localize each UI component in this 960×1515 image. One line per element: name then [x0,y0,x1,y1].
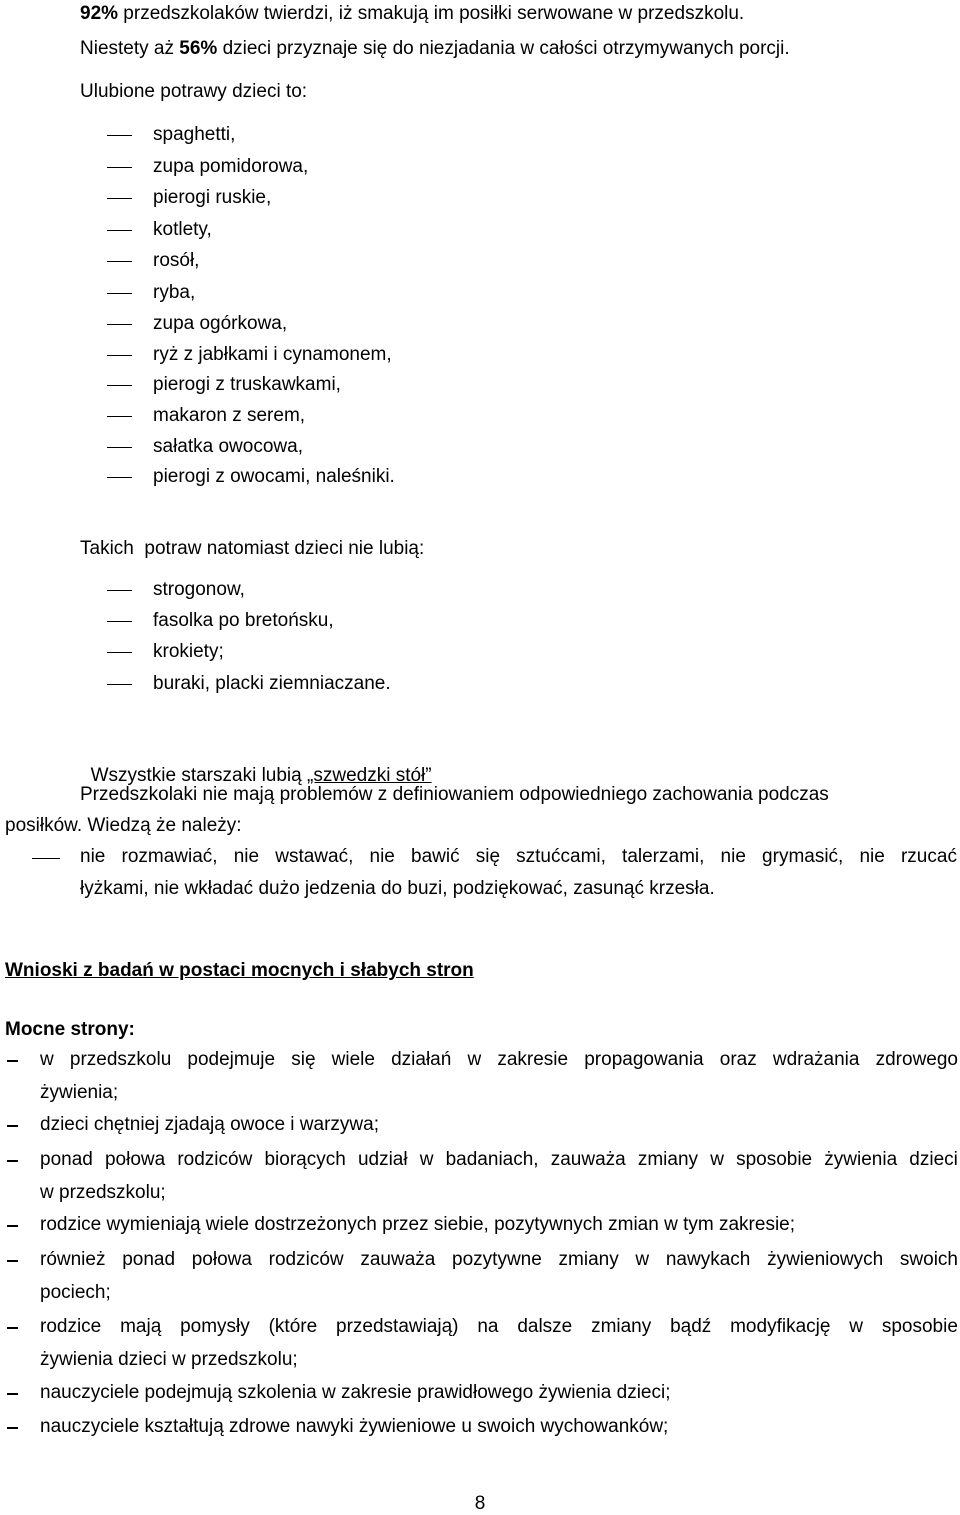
strength-word: w [710,1149,724,1170]
strength-word: zauważa [550,1149,626,1170]
strength-line [40,1315,958,1339]
strength-line: żywienia dzieci w przedszkolu; [40,1349,298,1370]
liked-dish-item: pierogi z owocami, naleśniki. [153,466,395,487]
strength-word: bądź [670,1316,712,1337]
dash-icon [107,230,132,231]
strength-word: swoich [899,1249,958,1270]
liked-dish-item: spaghetti, [153,124,236,145]
strength-word: w [849,1316,863,1337]
behavior-word: rozmawiać, [121,846,218,867]
strength-word: mają [120,1316,162,1337]
strength-word: modyfikację [730,1316,831,1337]
dash-icon [107,590,132,591]
strength-word: zmiany [591,1316,652,1337]
swedish-table-line: Wszystkie starszaki lubią „szwedzki stół” [90,765,432,786]
behavior-word: nie [80,846,106,867]
disliked-dish-item: buraki, placki ziemniaczane. [153,673,391,694]
liked-dish-item: kotlety, [153,219,212,240]
strength-word: w [467,1049,482,1070]
strength-line [40,1148,958,1172]
strength-line: w przedszkolu; [40,1182,166,1203]
dash-icon [107,447,132,448]
strength-word: pozytywne [452,1249,542,1270]
dash-icon [107,477,132,478]
page-number: 8 [474,1493,486,1514]
strength-line: pociech; [40,1282,111,1303]
dash-icon [107,261,132,262]
liked-dish-item: sałatka owocowa, [153,436,303,457]
strength-line: żywienia; [40,1082,119,1103]
strength-word: biorących [264,1149,346,1170]
strength-word: badaniach, [445,1149,539,1170]
dash-icon [107,293,132,294]
dash-icon [107,621,132,622]
strength-line: dzieci chętniej zjadają owoce i warzywa; [40,1114,379,1135]
strength-word: wdrażania [772,1049,860,1070]
behavior-line-1: Przedszkolaki nie mają problemów z definiowaniem odpowiedniego zachowania podczas [80,784,829,805]
strength-word: zauważa [360,1249,436,1270]
dash-icon [107,355,132,356]
strength-word: oraz [719,1049,757,1070]
liked-dish-item: pierogi z truskawkami, [153,374,341,395]
hyphen-icon [7,1393,18,1395]
hyphen-icon [7,1160,18,1162]
strength-word: w [635,1249,650,1270]
strength-line: nauczyciele podejmują szkolenia w zakresie prawidłowego żywienia dzieci; [40,1382,671,1403]
liked-dish-item: rosół, [153,250,200,271]
liked-dish-item: ryba, [153,282,196,303]
intro-line-1: 92% przedszkolaków twierdzi, iż smakują im posiłki serwowane w przedszkolu. [80,3,745,24]
liked-dish-item: zupa ogórkowa, [153,313,288,334]
disliked-dish-item: fasolka po bretońsku, [153,610,334,631]
strength-word: wiele [331,1049,375,1070]
behavior-word: się [475,846,501,867]
strength-word: na [477,1316,499,1337]
strength-word: propagowania [584,1049,704,1070]
disliked-heading: Takich potraw natomiast dzieci nie lubią: [80,538,425,559]
swedish-table-phrase: „szwedzki stół” [307,765,432,786]
dash-icon [107,416,132,417]
strength-word: (które [268,1316,318,1337]
behavior-word: sztućcami, [516,846,606,867]
liked-dish-item: makaron z serem, [153,405,306,426]
strength-line: rodzice wymieniają wiele dostrzeżonych przez siebie, pozytywnych zmian w tym zakresie; [40,1214,796,1235]
hyphen-icon [7,1125,18,1127]
strength-word: w [40,1049,54,1070]
disliked-dish-item: krokiety; [153,641,224,662]
strength-word: żywienia [824,1149,898,1170]
strength-word: zmiany [637,1149,699,1170]
behavior-word: talerzami, [622,846,705,867]
strengths-heading: Mocne strony: [5,1019,135,1040]
strength-word: w [419,1149,434,1170]
dash-icon [107,198,132,199]
strength-word: dalsze [517,1316,573,1337]
strength-word: również [40,1249,106,1270]
behavior-word: nie [369,846,395,867]
strength-word: sposobie [881,1316,958,1337]
strength-word: zakresie [497,1049,569,1070]
behavior-line-2: posiłków. Wiedzą że należy: [5,815,242,836]
hyphen-icon [7,1060,18,1062]
behavior-word: grymasić, [762,846,844,867]
behavior-item-line-1 [80,845,957,869]
strength-word: ponad [40,1149,93,1170]
strength-word: rodziców [177,1149,253,1170]
dash-icon [107,135,132,136]
behavior-word: nie [859,846,885,867]
dash-icon [107,684,132,685]
strength-word: połowa [104,1149,166,1170]
strength-word: zmiany [558,1249,619,1270]
strength-word: żywieniowych [767,1249,884,1270]
hyphen-icon [7,1427,18,1429]
behavior-word: nie [720,846,746,867]
strength-word: sposobie [736,1149,813,1170]
liked-dish-item: zupa pomidorowa, [153,156,309,177]
hyphen-icon [7,1260,18,1262]
behavior-word: rzucać [900,846,957,867]
disliked-dish-item: strogonow, [153,579,245,600]
strength-line [40,1248,958,1272]
strength-word: udział [357,1149,408,1170]
dash-icon [107,324,132,325]
dash-icon [107,652,132,653]
behavior-word: nie [233,846,260,867]
strength-word: ponad [122,1249,176,1270]
dash-icon [32,858,60,859]
strength-line [40,1048,958,1072]
strength-line: nauczyciele kształtują zdrowe nawyki żywieniowe u swoich wychowanków; [40,1416,669,1437]
hyphen-icon [7,1327,18,1329]
strength-word: zdrowego [875,1049,958,1070]
strength-word: połowa [191,1249,252,1270]
liked-dish-item: pierogi ruskie, [153,187,272,208]
stat-92-percent: 92% [80,3,119,24]
liked-dish-item: ryż z jabłkami i cynamonem, [153,344,392,365]
strength-word: pomysły [180,1316,250,1337]
strength-word: nawykach [665,1249,751,1270]
conclusions-heading: Wnioski z badań w postaci mocnych i słabych stron [5,960,474,981]
strength-word: rodzice [40,1316,102,1337]
strength-word: przedszkolu [69,1049,172,1070]
stat-56-percent: 56% [179,38,218,59]
strength-word: dzieci [909,1149,958,1170]
strength-word: podejmuje [187,1049,276,1070]
dash-icon [107,385,132,386]
hyphen-icon [7,1225,18,1227]
behavior-word: wstawać, [275,846,354,867]
strength-word: działań [391,1049,452,1070]
strength-word: przedstawiają) [336,1316,459,1337]
strength-word: rodziców [268,1249,344,1270]
behavior-word: bawić [411,846,460,867]
liked-heading: Ulubione potrawy dzieci to: [80,81,308,102]
strength-word: się [291,1049,316,1070]
intro-line-2: Niestety aż 56% dzieci przyznaje się do niezjadania w całości otrzymywanych porcji. [80,38,790,59]
dash-icon [107,167,132,168]
behavior-item-line-2: łyżkami, nie wkładać dużo jedzenia do buzi, podziękować, zasunąć krzesła. [80,878,715,899]
